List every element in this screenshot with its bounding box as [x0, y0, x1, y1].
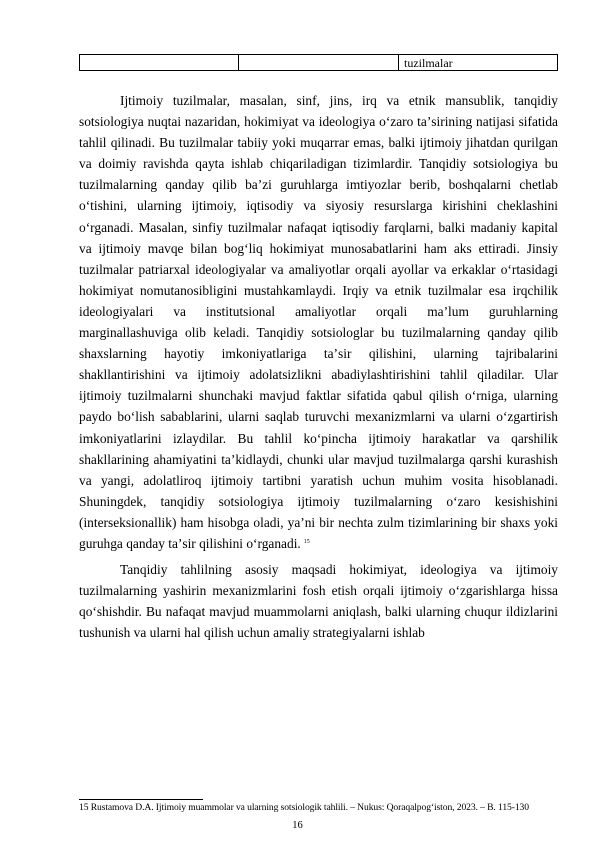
footnote-divider — [79, 799, 203, 800]
paragraph-2 — [79, 559, 558, 643]
table-fragment — [79, 54, 558, 71]
body-text — [79, 90, 558, 643]
table-cell: tuzilmalar — [404, 56, 453, 70]
paragraph-1 — [79, 90, 558, 554]
table-cell — [239, 55, 399, 70]
paragraph-text: Ijtimoiy tuzilmalar, masalan, sinf, jins, irq va etnik mansublik, tanqidiy sotsiologiya nuqtai nazaridan, hokimiyat va ideologiya oʻzaro taʼsirining natijasi sifatida tahlil qilinadi. Bu tuzilmalar tabiiy yoki muqarrar emas, balki ijtimoiy jihatdan qurilgan va doimiy ravishda qayta ishlab chiqariladigan tizimlardir. Tanqidiy sotsiologiya bu tuzilmalarning qanday qilib baʼzi guruhlarga imtiyozlar berib, boshqalarni chetlab oʻtishini, ularning ijtimoiy, iqtisodiy va siyosiy resurslarga kirishini cheklashini oʻrganadi. Masalan, sinfiy tuzilmalar nafaqat iqtisodiy farqlarni, balki madaniy kapital va ijtimoiy mavqe bilan bogʻliq hokimiyat munosabatlarini ham aks ettiradi. Jinsiy tuzilmalar patriarxal ideologiyalar va amaliyotlar orqali ayollar va erkaklar oʻrtasidagi hokimiyat nomutanosibligini mustahkamlaydi. Irqiy va etnik tuzilmalar esa irqchilik ideologiyalari va institutsional amaliyotlar orqali maʼlum guruhlarning marginallashuviga olib keladi. Tanqidiy sotsiologlar bu tuzilmalarning qanday qilib shaxslarning hayotiy imkoniyatlariga taʼsir qilishini, ularning tajribalarini shakllantirishini va ijtimoiy adolatsizlikni abadiylashtirishini tahlil qiladilar. Ular ijtimoiy tuzilmalarni shunchaki mavjud faktlar sifatida qabul qilish oʻrniga, ularning paydo boʻlish sabablarini, ularni saqlab turuvchi mexanizmlarni va ularni oʻzgartirish imkoniyatlarini izlaydilar. Bu tahlil koʻpincha ijtimoiy harakatlar va qarshilik shakllarining ahamiyatini taʼkidlaydi, chunki ular mavjud tuzilmalarga qarshi kurashish va yangi, adolatliroq ijtimoiy tartibni yaratish uchun muhim vosita hisoblanadi. Shuningdek, tanqidiy sotsiologiya ijtimoiy tuzilmalarning oʻzaro kesishishini (interseksionallik) ham hisobga oladi, yaʼni bir nechta zulm tizimlarining bir shaxs yoki guruhga qanday taʼsir qilishini oʻrganadi. — [79, 93, 558, 551]
paragraph-text: Tanqidiy tahlilning asosiy maqsadi hokimiyat, ideologiya va ijtimoiy tuzilmalarning yashirin mexanizmlarini fosh etish orqali ijtimoiy oʻzgarishlarga hissa qoʻshishdir. Bu nafaqat mavjud muammolarni aniqlash, balki ularning chuqur ildizlarini tushunish va ularni hal qilish uchun amaliy strategiyalarni ishlab — [79, 562, 558, 641]
table-cell — [80, 55, 239, 70]
footnote: 15 Rustamova D.A. Ijtimoiy muammolar va ularning sotsiologik tahlili. – Nukus: Qoraqalpogʻiston, 2023. – B. 115-130 — [79, 802, 529, 813]
page-number: 16 — [292, 820, 303, 831]
footnote-reference[interactable]: 15 — [303, 538, 310, 545]
